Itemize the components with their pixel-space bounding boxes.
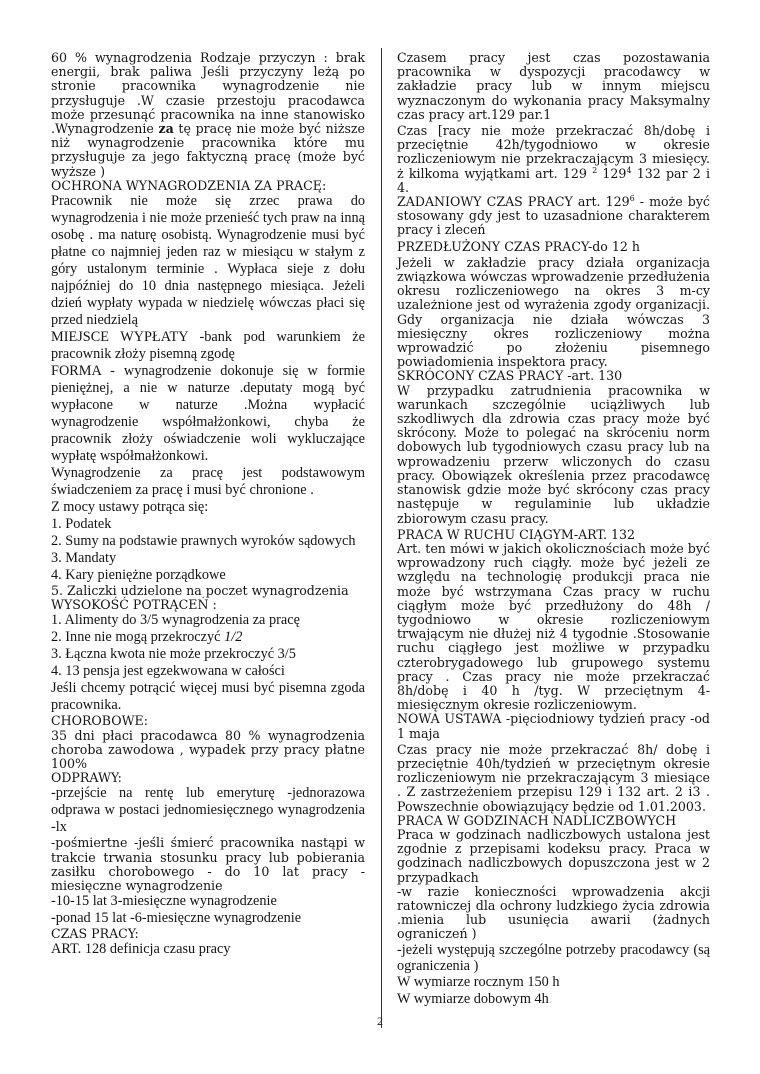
heading-chorobowe: CHOROBOWE: (51, 713, 148, 729)
italic-fraction: 1/2 (224, 629, 243, 646)
right-column (397, 51, 710, 1008)
heading-przedluzony: PRZEDŁUŻONY CZAS PRACY-do 12 h (397, 238, 640, 254)
list-item-podatek: 1. Podatek (51, 516, 112, 533)
paragraph-potrzeby-pracodawcy: -jeżeli występują szczególne potrzeby pracodawcy (są ograniczenia ) (397, 941, 710, 974)
paragraph-odprawa-ponad-15: -ponad 15 lat -6-miesięczne wynagrodzenie (51, 910, 302, 927)
paragraph-ochrona: Pracownik nie może się zrzec prawa do wynagrodzenia i nie może przenieść tych praw na inną osobę . ma naturę osobistą. Wynagrodzenie musi być płatne co najmniej jeden raz w miesiącu w stałym z góry ustalonym terminie . Wypłaca sieje z dołu najpóźniej do 10 dnia następnego miesiąca. Jeżeli dzień wypłaty wypada w niedzielę wówczas płaci się przed niedzielą (51, 193, 365, 329)
heading-czas-pracy: CZAS PRACY: (51, 926, 139, 942)
heading-nadliczbowe: PRACA W GODZINACH NADLICZBOWYCH (397, 812, 677, 828)
paragraph-wymiar-dobowy: W wymiarze dobowym 4h (397, 990, 549, 1007)
page-number: 2 (377, 1014, 383, 1028)
bold-za: za (158, 121, 174, 137)
list-item-zaliczki: 5. Zaliczki udzielone na poczet wynagrodzenia (51, 583, 349, 599)
paragraph-czas-42h: Czas [racy nie może przekraczać 8h/dobę i przeciętnie 42h/tygodniowo w okresie rozliczeniowym nie przekraczającym 3 miesięcy. ż kilkoma wyjątkami art. 129 $^2$ $129^4$ 132 par 2 i 4. (397, 123, 710, 195)
paragraph-czas-40h: Czas pracy nie może przekraczać 8h/ dobę i przeciętnie 40h/tydzień w przeciętnym okresie rozliczeniowym nie przekraczającym 3 miesiące . Z zastrzeżeniem przepisu 129 i 132 art. 2 i3 . Powszechnie obowiązujący będzie od 1.01.2003. (397, 741, 710, 814)
paragraph-akcja-ratownicza: -w razie konieczności wprowadzenia akcji ratowniczej dla ochrony ludzkiego życia zdrowia .mienia lub usunięcia awarii (żadnych ograniczeń ) (397, 883, 710, 942)
heading-ruch-ciagly: PRACA W RUCHU CIĄGYM-ART. 132 (397, 526, 636, 542)
heading-skrocony: SKRÓCONY CZAS PRACY -art. 130 (397, 368, 623, 384)
paragraph-czasem-pracy: Czasem pracy jest czas pozostawania pracownika w dyspozycji pracodawcy w zakładzie pracy lub w innym miejscu wyznaczonym do wykonania pracy Maksymalny czas pracy art.129 par.1 (397, 50, 710, 122)
list-item-alimenty: 1. Alimenty do 3/5 wynagrodzenia za pracę (51, 612, 300, 629)
paragraph-z-mocy-ustawy: Z mocy ustawy potrąca się: (51, 499, 209, 516)
list-item-kary: 4. Kary pieniężne porządkowe (51, 567, 226, 584)
column-divider (381, 48, 382, 1028)
left-column (51, 51, 365, 958)
paragraph-wymiar-roczny: W wymiarze rocznym 150 h (397, 973, 560, 990)
paragraph-zadaniowy: ZADANIOWY CZAS PRACY art. $129^6$ - może być stosowany gdy jest to uzasadnione charakterem pracy i zleceń (397, 194, 710, 238)
list-item-laczna-kwota: 3. Łączna kwota nie może przekroczyć 3/5 (51, 646, 296, 663)
list-item-sumy: 2. Sumy na podstawie prawnych wyroków sądowych (51, 533, 356, 550)
paragraph-pisemna-zgoda: Jeśli chcemy potrącić więcej musi być pisemna zgoda pracownika. (51, 680, 365, 714)
list-item-inne: 2. Inne nie mogą przekroczyć 1/2 (51, 629, 243, 646)
heading-odprawy: ODPRAWY: (51, 770, 122, 786)
paragraph-przedluzony: Jeżeli w zakładzie pracy działa organizacja związkowa wówczas wprowadzenie przedłużenia okresu rozliczeniowego na okres 3 m-cy uzależnione jest od wyrażenia zgody organizacji. Gdy organizacja nie działa wówczas 3 miesięczny okres rozliczeniowy można wprowadzić po złożeniu pisemnego powiadomienia inspektora pracy. (397, 254, 710, 370)
paragraph-odprawa-renta: -przejście na rentę lub emeryturę -jednorazowa odprawa w postaci jednomiesięcznego wynagrodzenia -lx (51, 785, 365, 836)
paragraph-skrocony: W przypadku zatrudnienia pracownika w warunkach szczególnie uciążliwych lub szkodliwych dla zdrowia czas pracy może być skrócony. Może to polegać na skróceniu norm dobowych lub tygodniowych czasu pracy lub na wprowadzeniu przerw wliczonych do czasu pracy. Obowiązek określenia przez pracodawcę stanowisk gdzie może być skrócony czas pracy następuje w regulaminie lub układzie zbiorowym czasu pracy. (397, 382, 710, 526)
paragraph-odprawa-10-15: -10-15 lat 3-miesięczne wynagrodzenie (51, 893, 277, 910)
heading-ochrona: OCHRONA WYNAGRODZENIA ZA PRACĘ: (51, 177, 327, 193)
paragraph-odprawa-posmiertna: -pośmiertne -jeśli śmierć pracownika nastąpi w trakcie trwania stosunku pracy lub pobierania zasiłku chorobowego - do 10 lat pracy -miesięczne wynagrodzenie (51, 835, 365, 894)
paragraph-nadliczbowe: Praca w godzinach nadliczbowych ustalona jest zgodnie z przepisami kodeksu pracy. Praca w godzinach nadliczbowych dopuszczona jest w 2 przypadkach (397, 826, 710, 885)
paragraph-przestoj: 60 % wynagrodzenia Rodzaje przyczyn : brak energii, brak paliwa Jeśli przyczyny leżą po stronie pracownika wynagrodzenie nie przysługuje .W czasie przestoju pracodawca może przesunąć pracownika na inne stanowisko .Wynagrodzenie za tę pracę nie może być niższe niż wynagrodzenie pracownika które mu przysługuje za jego faktyczną pracę (może być wyższe ) (51, 50, 365, 179)
heading-wysokosc: WYSOKOŚĆ POTRĄCEŃ : (51, 597, 217, 613)
paragraph-ruch-ciagly: Art. ten mówi w jakich okolicznościach może być wprowadzony ruch ciągły. może być jeżeli ze względu na technologię produkcji praca nie może być wstrzymana Czas pracy w ruchu ciągłym może być przedłużony do 48h / tygodniowo w okresie rozliczeniowym trwającym nie dłużej niż 4 tygodnie .Stosowanie ruchu ciągłego jest możliwe w przypadku czterobrygadowego lub grupowego systemu pracy . Czas pracy nie może przekraczać 8h/dobę i 40 h /tyg. W przeciętnym 4-miesięcznym okresie rozliczeniowym. (397, 540, 710, 713)
paragraph-forma: FORMA - wynagrodzenie dokonuje się w formie pieniężnej, a nie w naturze .deputaty mogą być wypłacone w naturze .Można wypłacić wynagrodzenie współmałżonkowi, chyba że pracownik złoży oświadczenie woli wykluczające wypłatę współmałżonkowi. (51, 363, 365, 465)
paragraph-wynagrodzenie: Wynagrodzenie za pracę jest podstawowym świadczeniem za pracę i musi być chronione . (51, 465, 365, 499)
paragraph-chorobowe: 35 dni płaci pracodawca 80 % wynagrodzenia choroba zawodowa , wypadek przy pracy płatne 100% (51, 727, 365, 772)
paragraph-art-128: ART. 128 definicja czasu pracy (51, 941, 231, 958)
list-item-13-pensja: 4. 13 pensja jest egzekwowana w całości (51, 663, 285, 680)
paragraph-nowa-ustawa: NOWA USTAWA -pięciodniowy tydzień pracy -od 1 maja (397, 711, 710, 741)
list-item-mandaty: 3. Mandaty (51, 550, 117, 567)
paragraph-miejsce-wyplaty: MIEJSCE WYPŁATY -bank pod warunkiem że pracownik złoży pisemną zgodę (51, 329, 365, 363)
